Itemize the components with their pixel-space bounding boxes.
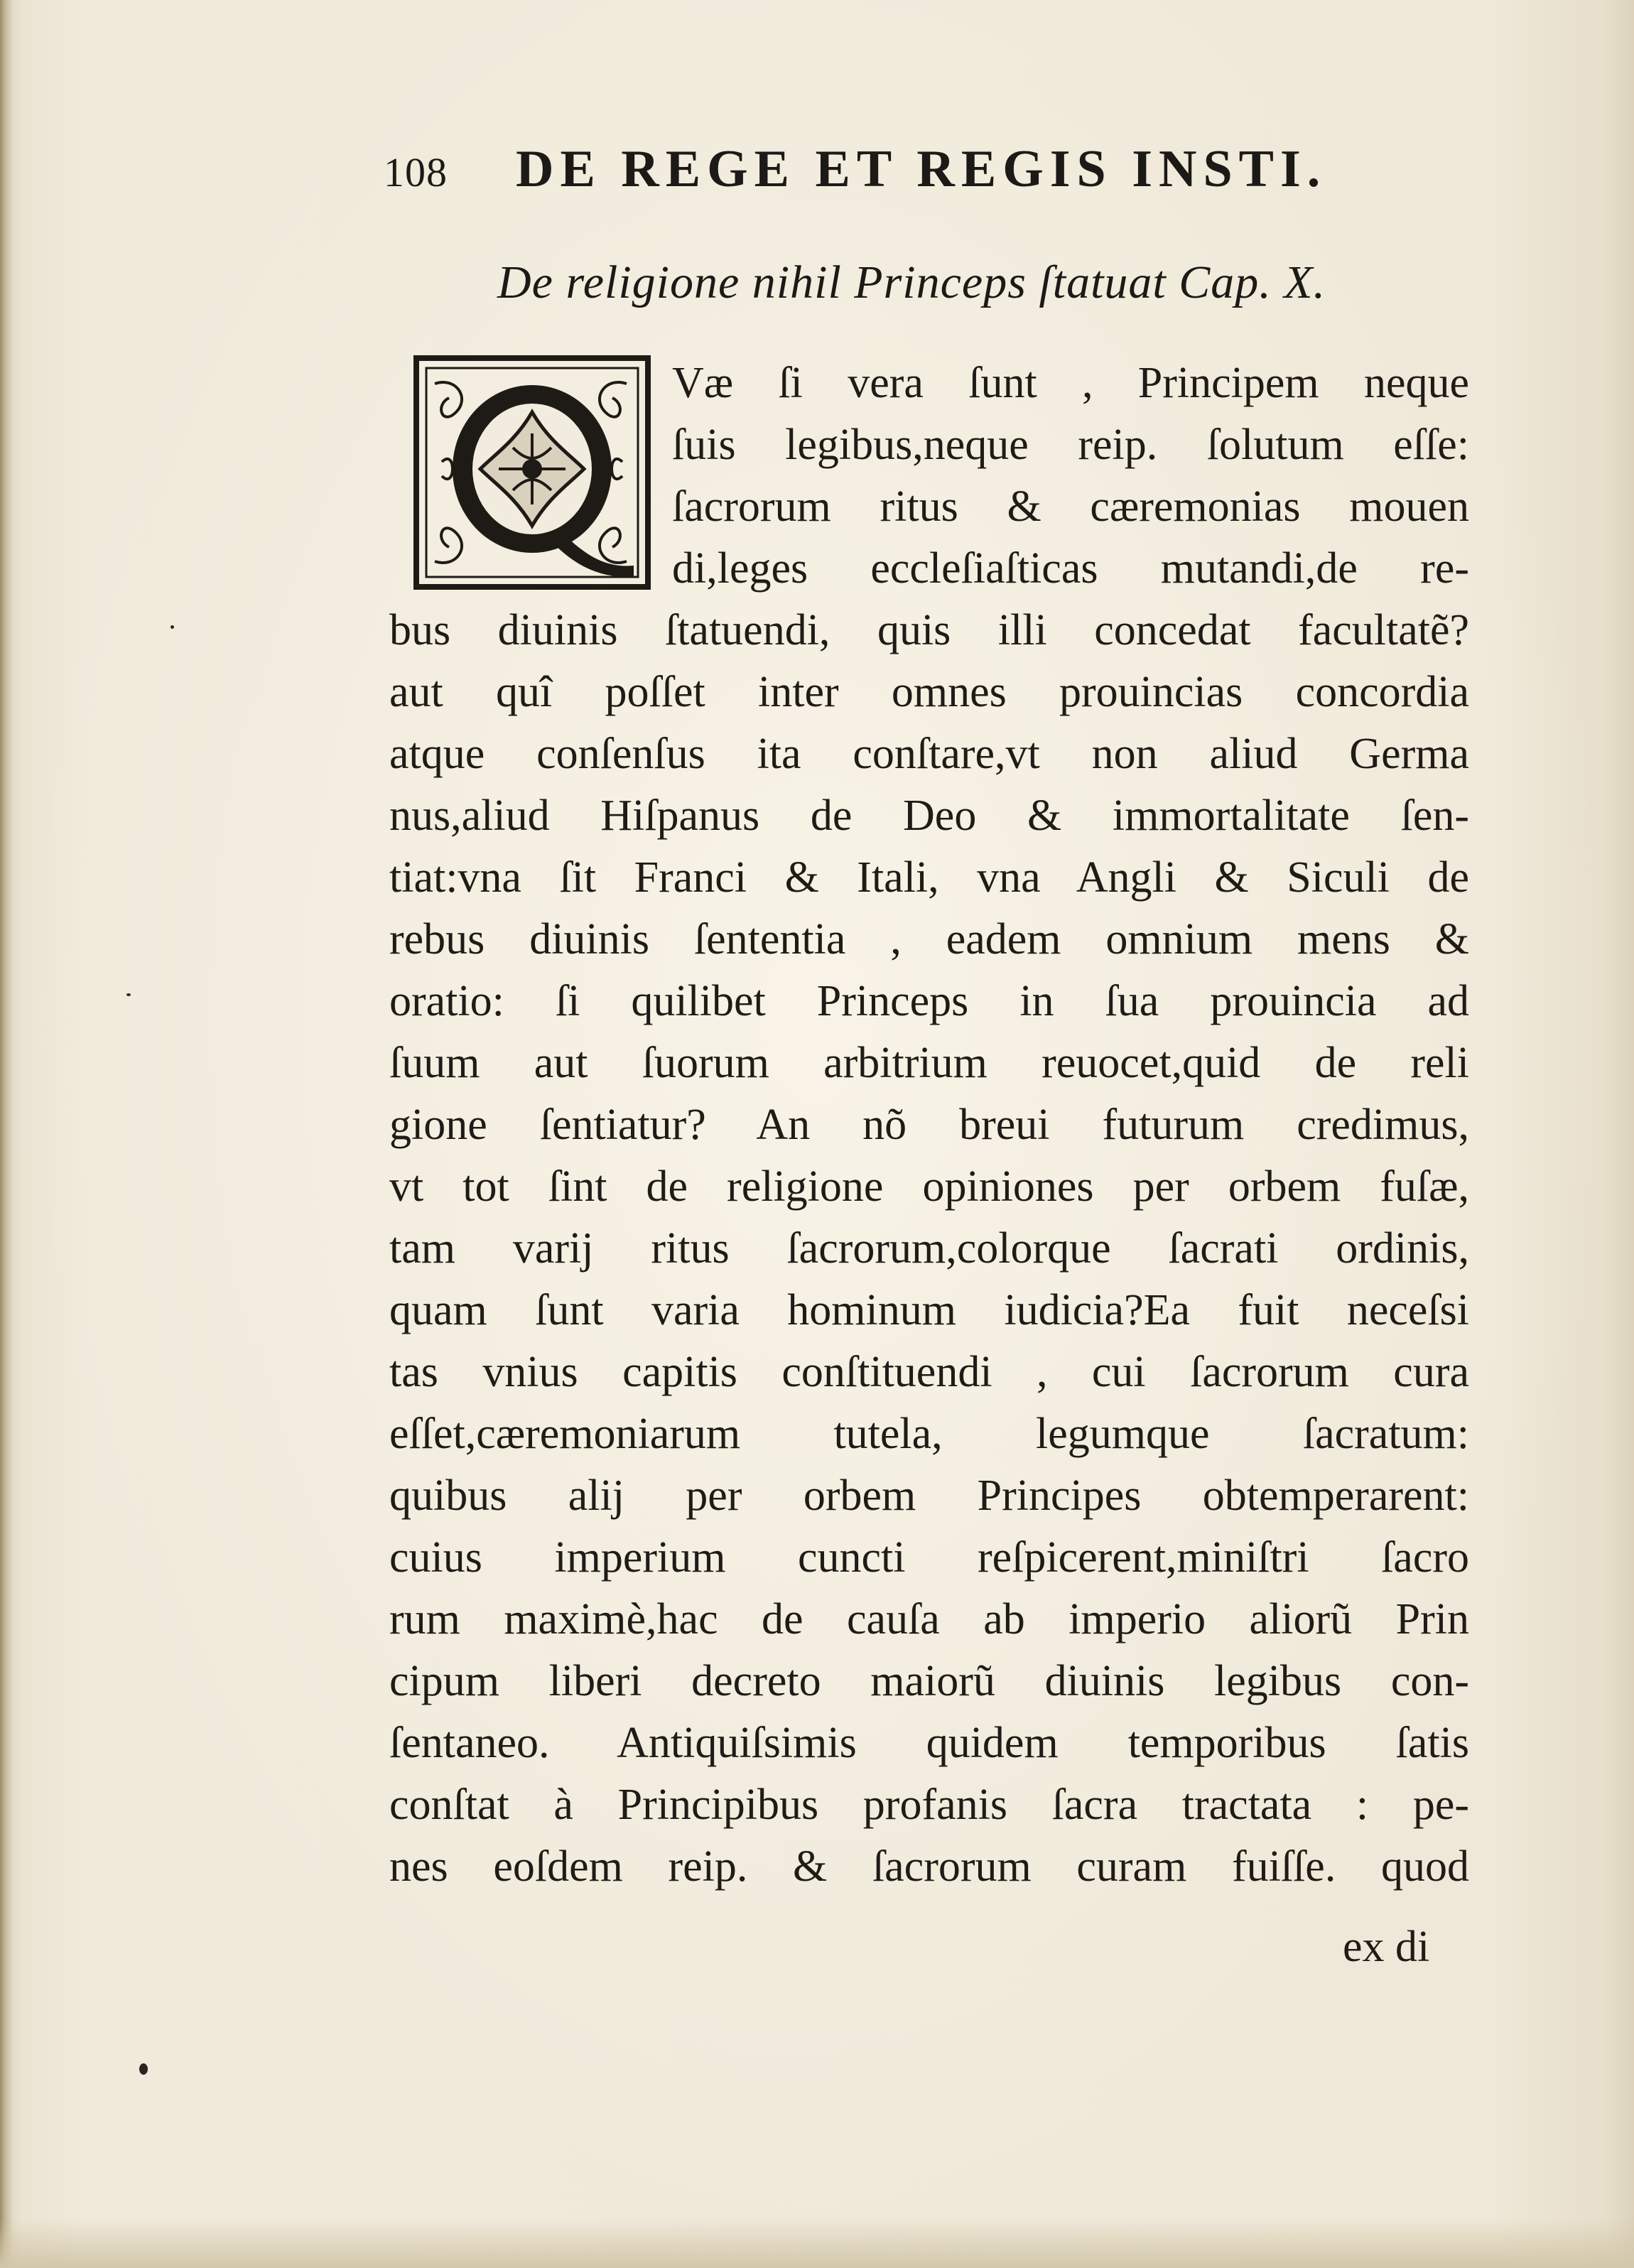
text-line: ſacrorum ritus & cæremonias mouen: [672, 482, 1469, 531]
text-line: vt tot ſint de religione opiniones per orbem fuſæ,: [389, 1162, 1469, 1211]
text-line: rum maximè,hac de cauſa ab imperio aliorũ Prin: [389, 1595, 1469, 1643]
running-head-title: DE REGE ET REGIS INSTI.: [516, 140, 1327, 198]
chapter-heading: De religione nihil Princeps ſtatuat Cap. X.: [497, 256, 1326, 308]
text-line: tam varij ritus ſacrorum,colorque ſacrati ordinis,: [389, 1224, 1469, 1273]
text-line: tiat:vna ſit Franci & Itali, vna Angli & Siculi de: [389, 853, 1469, 902]
text-line: quam ſunt varia hominum iudicia?Ea fuit neceſsi: [389, 1286, 1469, 1334]
text-line: Væ ſi vera ſunt , Principem neque: [672, 359, 1469, 407]
text-line: conſtat à Principibus profanis ſacra tractata : pe-: [389, 1781, 1469, 1829]
text-line: oratio: ſi quilibet Princeps in ſua prouincia ad: [389, 977, 1469, 1025]
text-line: quibus alij per orbem Principes obtemperarent:: [389, 1472, 1469, 1520]
text-line: cuius imperium cuncti reſpicerent,miniſtri ſacro: [389, 1533, 1469, 1582]
body-text: [389, 352, 1469, 1898]
page-number: 108: [384, 149, 448, 195]
text-line: atque conſenſus ita conſtare,vt non aliud Germa: [389, 730, 1469, 778]
binding-edge: [0, 0, 13, 2268]
paper-speck: [139, 2063, 148, 2075]
text-line: aut quî poſſet inter omnes prouincias concordia: [389, 668, 1469, 716]
text-line: rebus diuinis ſententia , eadem omnium mens &: [389, 915, 1469, 963]
text-line: eſſet,cæremoniarum tutela, legumque ſacratum:: [389, 1410, 1469, 1458]
catchword: ex di: [1343, 1923, 1430, 1971]
paper-speck: [171, 625, 174, 629]
text-line: tas vnius capitis conſtituendi , cui ſacrorum cura: [389, 1348, 1469, 1396]
page-bottom-shadow: [0, 2218, 1634, 2268]
text-line: ſuis legibus,neque reip. ſolutum eſſe:: [672, 421, 1469, 469]
text-line: gione ſentiatur? An nõ breui futurum credimus,: [389, 1101, 1469, 1149]
text-line: bus diuinis ſtatuendi, quis illi concedat facultatẽ?: [389, 606, 1469, 654]
text-line: nus,aliud Hiſpanus de Deo & immortalitate ſen-: [389, 792, 1469, 840]
text-line: ſentaneo. Antiquiſsimis quidem temporibus ſatis: [389, 1719, 1469, 1767]
text-line: ſuum aut ſuorum arbitrium reuocet,quid de reli: [389, 1039, 1469, 1087]
paper-speck: [126, 993, 131, 996]
running-head: [384, 139, 1326, 210]
text-line: nes eoſdem reip. & ſacrorum curam fuiſſe. quod: [389, 1842, 1469, 1891]
text-line: di,leges eccleſiaſticas mutandi,de re-: [672, 544, 1469, 593]
text-line: cipum liberi decreto maiorũ diuinis legibus con-: [389, 1657, 1469, 1705]
